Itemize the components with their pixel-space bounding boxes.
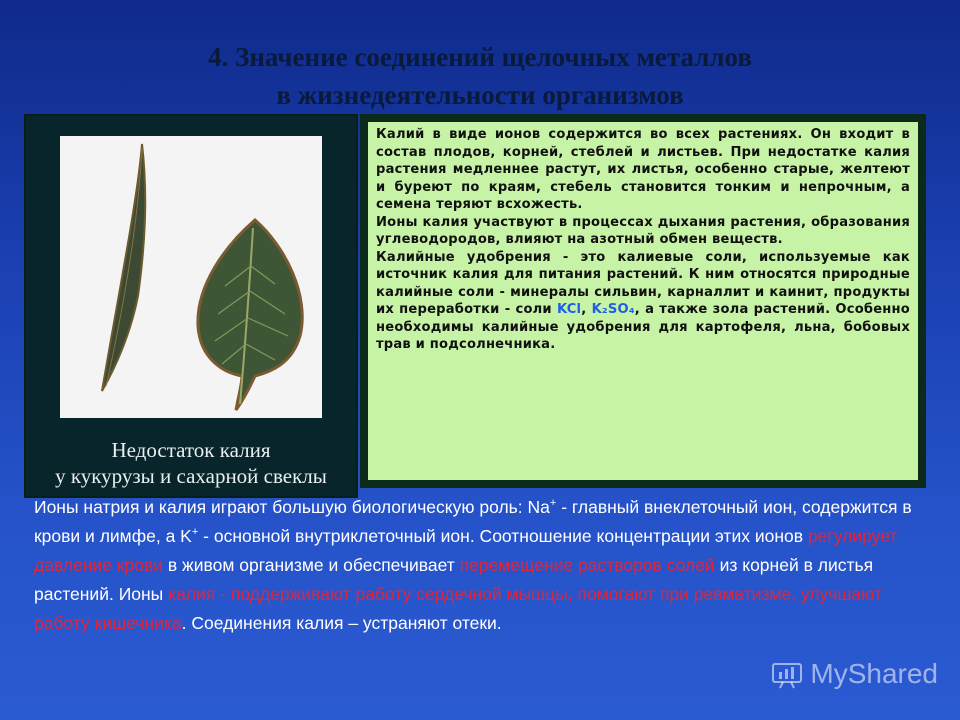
k2so4-formula: K₂SO₄: [591, 302, 635, 317]
title-line-2: в жизнедеятельности организмов: [276, 80, 684, 110]
highlight-solution-transport: перемещение растворов солей: [459, 555, 715, 575]
figure-caption-line-2: у кукурузы и сахарной свеклы: [55, 464, 327, 488]
highlight-blood-pressure: регулирует давление крови: [34, 526, 898, 575]
leaf-deficiency-figure: [24, 114, 358, 498]
slide-title: [0, 38, 960, 114]
potassium-paragraph-1: Калий в виде ионов содержится во всех растениях. Он входит в состав плодов, корней, стеблей и листьев. При недостатке калия растения медленнее растут, их листья, особенно старые, желтеют и буреют по краям, стебель становится тонким и непрочным, а семена теряют всхожесть.: [376, 127, 910, 212]
potassium-paragraph-3: Калийные удобрения - это калиевые соли, используемые как источник калия для питания растений. К ним относятся природные калийные соли - минералы сильвин, карналлит и каинит, продукты их переработки - соли KCl, K₂SO₄, а также зола растений. Особенно необходимы калийные удобрения для картофеля, льна, бобовых трав и подсолнечника.: [376, 249, 910, 352]
bottom-paragraph: Ионы натрия и калия играют большую биологическую роль: Na+ - главный внеклеточный ион, содержится в крови и лимфе, а K+ - основной внутриклеточный ион. Соотношение концентрации этих ионов регулирует давление крови в живом организме и обеспечивает перемещение растворов солей из корней в листья растений. Ионы калия - поддерживают работу сердечной мышцы, помогают при ревматизме, улучшают работу кишечника. Соединения калия – устраняют отеки.: [34, 497, 912, 633]
beet-leaf: [198, 220, 302, 410]
myshared-watermark: [770, 658, 938, 690]
leaves-illustration: [60, 136, 322, 418]
highlight-potassium-effects: калия - поддерживают работу сердечной мышцы, помогают при ревматизме, улучшают работу кишечника: [34, 584, 882, 633]
leaf-photo: [60, 136, 322, 418]
title-line-1: 4. Значение соединений щелочных металлов: [208, 42, 752, 72]
corn-leaf: [102, 144, 145, 391]
presentation-logo-icon: [770, 659, 804, 689]
potassium-info-box: [360, 114, 926, 488]
figure-caption-line-1: Недостаток калия: [111, 438, 271, 462]
watermark-text: MyShared: [810, 658, 938, 689]
potassium-paragraph-2: Ионы калия участвуют в процессах дыхания растения, образования углеводородов, влияют на азотный обмен веществ.: [376, 214, 910, 247]
kcl-formula: KCl: [556, 302, 582, 317]
